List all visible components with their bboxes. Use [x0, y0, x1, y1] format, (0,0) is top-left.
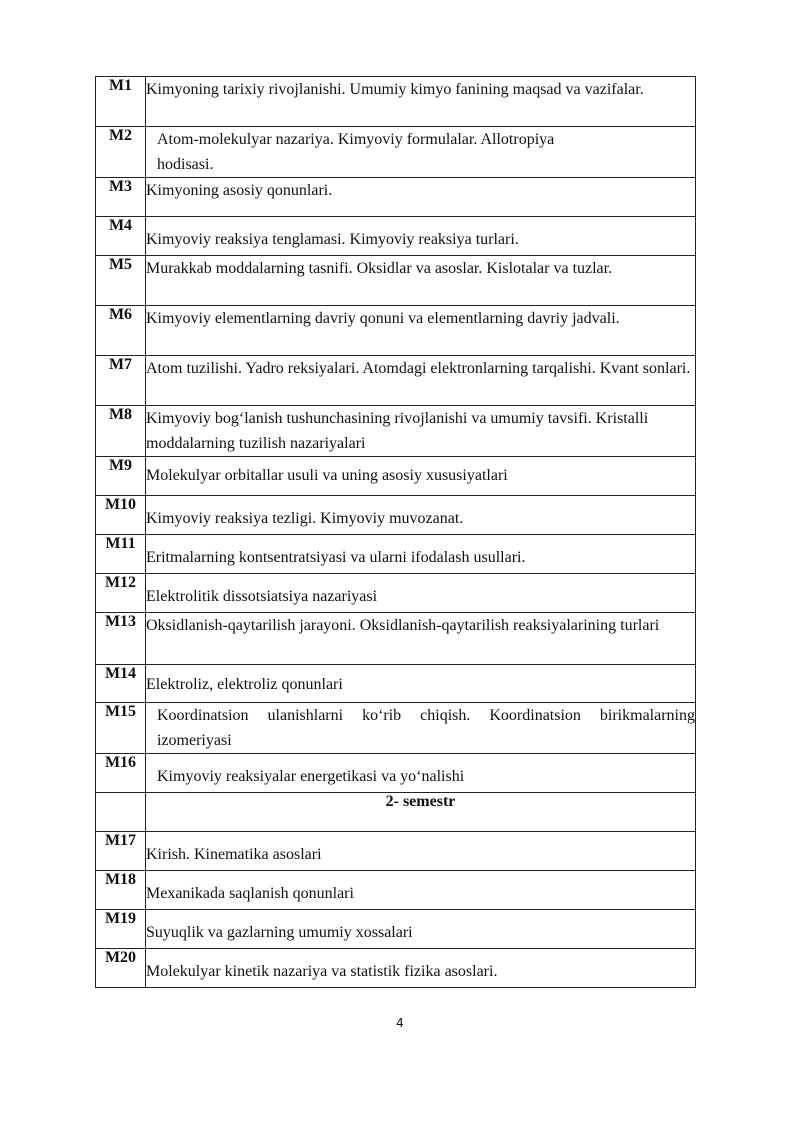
module-topic: Suyuqlik va gazlarning umumiy xossalari: [146, 910, 696, 949]
module-code: M20: [96, 949, 146, 988]
table-row: [96, 356, 696, 406]
table-row: [96, 574, 696, 613]
module-code: M1: [96, 77, 146, 127]
module-code: M18: [96, 871, 146, 910]
module-topic: Murakkab moddalarning tasnifi. Oksidlar va asoslar. Kislotalar va tuzlar.: [146, 256, 696, 306]
module-topic: Kimyoviy bog‘lanish tushunchasining rivojlanishi va umumiy tavsifi. Kristalli moddalarning tuzilish nazariyalari: [146, 406, 696, 457]
module-code: M12: [96, 574, 146, 613]
table-row: [96, 665, 696, 703]
module-code: M2: [96, 127, 146, 178]
table-row: [96, 910, 696, 949]
module-code-empty: [96, 793, 146, 832]
table-row: [96, 457, 696, 496]
table-row: [96, 77, 696, 127]
table-row: [96, 754, 696, 793]
module-code: M17: [96, 832, 146, 871]
module-topic: Atom-molekulyar nazariya. Kimyoviy formulalar. Allotropiya hodisasi.: [146, 127, 696, 178]
module-code: M11: [96, 535, 146, 574]
table-row: [96, 703, 696, 754]
module-code: M5: [96, 256, 146, 306]
module-code: M6: [96, 306, 146, 356]
module-code: M8: [96, 406, 146, 457]
module-code: M14: [96, 665, 146, 703]
module-topic: Eritmalarning kontsentratsiyasi va ularni ifodalash usullari.: [146, 535, 696, 574]
module-code: M4: [96, 217, 146, 256]
module-code: M10: [96, 496, 146, 535]
module-topic: Kimyoviy elementlarning davriy qonuni va elementlarning davriy jadvali.: [146, 306, 696, 356]
module-topic: Elektroliz, elektroliz qonunlari: [146, 665, 696, 703]
module-topic: Kimyoning tarixiy rivojlanishi. Umumiy kimyo fanining maqsad va vazifalar.: [146, 77, 696, 127]
module-topic: Kimyoviy reaksiyalar energetikasi va yo‘nalishi: [146, 754, 696, 793]
module-code: M15: [96, 703, 146, 754]
module-code: M9: [96, 457, 146, 496]
table-row: [96, 832, 696, 871]
table-row: [96, 217, 696, 256]
module-topic: Elektrolitik dissotsiatsiya nazariyasi: [146, 574, 696, 613]
syllabus-table: [95, 76, 696, 988]
module-code: M7: [96, 356, 146, 406]
table-row: [96, 496, 696, 535]
semester-row: [96, 793, 696, 832]
module-code: M3: [96, 178, 146, 217]
module-topic: Molekulyar orbitallar usuli va uning asosiy xususiyatlari: [146, 457, 696, 496]
table-row: [96, 871, 696, 910]
module-topic: Kimyoviy reaksiya tezligi. Kimyoviy muvozanat.: [146, 496, 696, 535]
module-topic: Molekulyar kinetik nazariya va statistik fizika asoslari.: [146, 949, 696, 988]
module-topic: Mexanikada saqlanish qonunlari: [146, 871, 696, 910]
page-number: 4: [396, 1016, 404, 1030]
table-row: [96, 256, 696, 306]
table-row: [96, 535, 696, 574]
module-topic: Oksidlanish-qaytarilish jarayoni. Oksidlanish-qaytarilish reaksiyalarining turlari: [146, 613, 696, 665]
module-topic: Kirish. Kinematika asoslari: [146, 832, 696, 871]
module-code: M16: [96, 754, 146, 793]
table-row: [96, 613, 696, 665]
module-topic: Atom tuzilishi. Yadro reksiyalari. Atomdagi elektronlarning tarqalishi. Kvant sonlari.: [146, 356, 696, 406]
module-topic: Koordinatsion ulanishlarni ko‘rib chiqish. Koordinatsion birikmalarning izomeriyasi: [146, 703, 696, 754]
semester-heading: 2- semestr: [146, 793, 696, 832]
table-row: [96, 949, 696, 988]
module-topic: Kimyoviy reaksiya tenglamasi. Kimyoviy reaksiya turlari.: [146, 217, 696, 256]
module-topic: Kimyoning asosiy qonunlari.: [146, 178, 696, 217]
table-row: [96, 178, 696, 217]
table-row: [96, 127, 696, 178]
module-code: M19: [96, 910, 146, 949]
table-row: [96, 306, 696, 356]
module-code: M13: [96, 613, 146, 665]
table-row: [96, 406, 696, 457]
